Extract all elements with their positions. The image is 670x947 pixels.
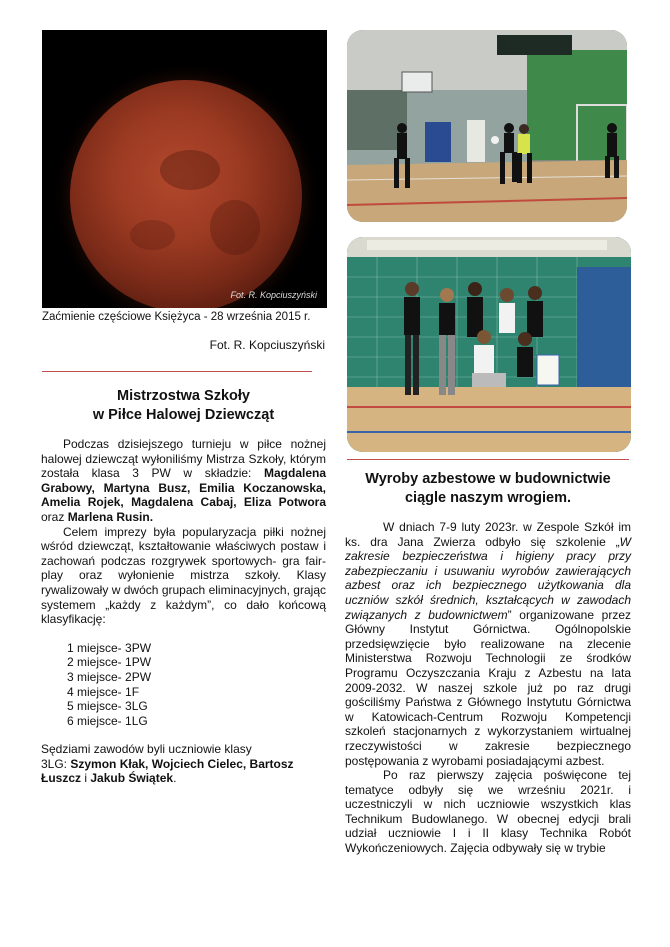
article-body-asbestos: [345, 520, 631, 856]
title-line-1: Mistrzostwa Szkoły: [117, 388, 250, 404]
team-names: Magdalena Grabowy, Martyna Busz, Emilia Koczanowska, Amelia Rojek, Magdalena Cabaj, Eliza Potwora: [41, 466, 326, 510]
ranking-item: 2 miejsce- 1PW: [67, 655, 152, 670]
judge-last: Jakub Świątek: [90, 771, 174, 786]
article-title-asbestos: [347, 470, 629, 508]
paragraph-2: Po raz pierwszy zajęcia poświęcone tej tematyce odbyły się we wrześniu 2021r. i uczestniczyli w nich uczniowie wszystkich klas Technikum Budowlanego. W obecnej edycji brali udział uczniowie I i II klasy Technika Robót Wykończeniowych. Zajęcia odbywały się w trybie: [345, 768, 631, 856]
conjunction: i: [81, 771, 91, 786]
team-group-photo: [347, 237, 631, 452]
paragraph-1: [41, 437, 326, 525]
title-line-2: ciągle naszym wrogiem.: [404, 490, 571, 506]
judges-names: Szymon Kłak, Wojciech Cielec, Bartosz Łuszcz: [41, 756, 294, 786]
gym-match-illustration: [347, 30, 627, 222]
ranking-item: 4 miejsce- 1F: [67, 684, 140, 699]
judges-class: 3LG:: [41, 756, 71, 771]
period: .: [173, 771, 177, 786]
ranking-item: 1 miejsce- 3PW: [67, 640, 152, 655]
lunar-eclipse-photo: [42, 30, 327, 308]
paragraph-2: Celem imprezy była popularyzacja piłki nożnej wśród dziewcząt, kształtowanie właściwych postaw i zachowań podczas rozgrywek sportowych- gra fair-play oraz wyłonienie mistrza szkoły. Klasy rywalizowały w dwóch grupach eliminacyjnych, grając systemem „każdy z każdym”, co dało końcową klasyfikację:: [41, 524, 326, 627]
paragraph-text: W dniach 7-9 luty 2023r. w Zespole Szkół im ks. dra Jana Zwierza odbyło się szkolenie „: [345, 520, 631, 549]
article-body-futsal: [41, 437, 326, 786]
ranking-item: 3 miejsce- 2PW: [67, 669, 152, 684]
judges-paragraph: [41, 742, 326, 786]
paragraph-text: ” organizowane przez Główny Instytut Górnictwa. Ogólnopolskie przedsięwzięcie było realizowane na zlecenie Ministerstwa Rozwoju Technologii ze środków Programu Oczyszczania Kraju z Azbestu na lata 2009-2032. W naszej szkole już po raz drugi gościliśmy Państwa z Głównego Instytutu Górnictwa w Katowicach-Centrum Rozwoju Kompetencji szkoleń stacjonarnych z wykorzystaniem wirtualnej rzeczywistości w zakresie bezpiecznego postępowania z wyrobami posiadającymi azbest.: [345, 607, 631, 768]
paragraph-1: [345, 520, 631, 768]
title-line-1: Wyroby azbestowe w budownictwie: [365, 471, 611, 487]
title-line-2: w Piłce Halowej Dziewcząt: [92, 407, 275, 423]
photo-watermark: Fot. R. Kopciuszyński: [230, 290, 317, 300]
article-title-futsal: [42, 387, 325, 425]
moon-image: [70, 80, 302, 308]
paragraph-text: Podczas dzisiejszego turnieju w piłce nożnej halowej dziewcząt wyłoniliśmy Mistrza Szkoły, którym została klasa 3 PW w składzie:: [41, 437, 326, 481]
photo-credit: Fot. R. Kopciuszyński: [209, 338, 325, 352]
divider-left: [42, 371, 312, 372]
ranking-item: 5 miejsce- 3LG: [67, 699, 148, 714]
divider-right: [347, 459, 629, 460]
conjunction: oraz: [41, 509, 68, 524]
ranking-item: 6 miejsce- 1LG: [67, 713, 148, 728]
team-group-illustration: [347, 237, 631, 452]
training-title: W zakresie bezpieczeństwa i higieny pracy przy zabezpieczaniu i usuwaniu wyrobów zawierających azbest oraz ich bezpiecznego użytkowania dla uczniów szkół średnich, kształcących w zawodach związanych z budownictwem: [345, 534, 631, 622]
judges-intro: Sędziami zawodów byli uczniowie klasy: [41, 742, 252, 757]
team-name-last: Marlena Rusin.: [67, 509, 154, 524]
photo-caption: Zaćmienie częściowe Księżyca - 28 września 2015 r.: [42, 311, 311, 323]
ranking-list: [67, 641, 326, 729]
gym-match-photo: [347, 30, 627, 222]
